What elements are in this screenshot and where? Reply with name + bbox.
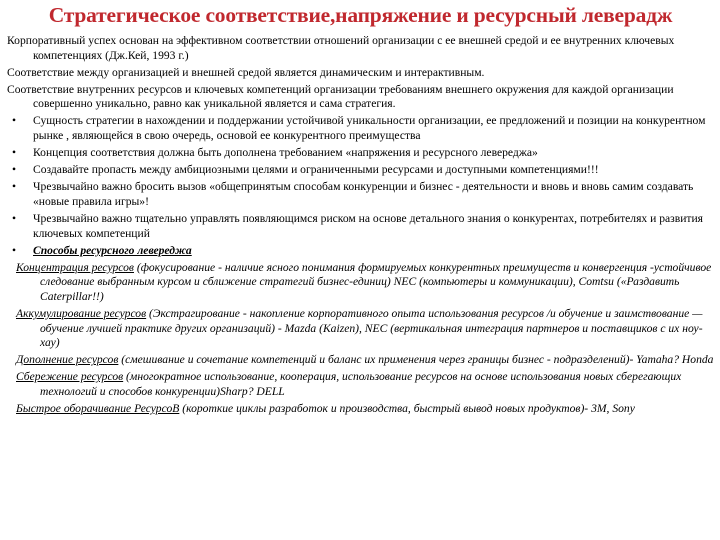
bullet-text: Концепция соответствия должна быть дополнена требованием «напряжения и ресурсного левереджа»	[33, 146, 538, 160]
method-text: (фокусирование - наличие ясного понимания формируемых конкурентных преимуществ и конвергенция -устойчивое следование выбранным курсом и сближение стратегий бизнес-единиц) NEC (компьютеры и коммуникации), Comtsu («Раздавить Caterpillar!!)	[40, 260, 712, 303]
method-item	[7, 353, 714, 368]
bullet-item	[7, 146, 714, 161]
bullet-item	[7, 180, 714, 209]
slide-title: Стратегическое соответствие,напряжение и ресурсный леверадж	[48, 3, 673, 27]
bullet-icon: •	[11, 212, 17, 226]
bullet-text: Создавайте пропасть между амбициозными целями и ограниченными ресурсами и доступными компетенциями!!!	[33, 163, 599, 177]
bullet-icon: •	[11, 180, 17, 194]
paragraph-1: Корпоративный успех основан на эффективном соответствии отношений организации с ее внешней средой и ее внутренних ключевых компетенциях (Дж.Кей, 1993 г.)	[7, 34, 675, 62]
bullet-item	[7, 114, 714, 143]
bullet-item	[7, 212, 714, 241]
paragraph-3: Соответствие внутренних ресурсов и ключевых компетенций организации требованиям внешнего окружения для каждой организации совершенно уникально, равно как уникальной является и сама стратегия.	[7, 82, 674, 111]
method-item	[7, 307, 714, 351]
method-name: Дополнение ресурсов	[16, 353, 119, 367]
method-item	[7, 370, 714, 399]
methods-heading: Способы ресурсного левереджа	[33, 243, 192, 257]
paragraph-2: Соответствие между организацией и внешней средой является динамическим и интерактивным.	[7, 65, 485, 79]
bullet-icon: •	[11, 114, 17, 128]
bullet-text: Сущность стратегии в нахождении и поддержании устойчивой уникальности организации, ее предложений и позиции на конкурентном рынке , являющейся в свою очередь, основой ее конкурентного преимущества	[33, 114, 706, 143]
method-name: Концентрация ресурсов	[16, 260, 134, 274]
methods-heading-item	[7, 244, 714, 259]
bullet-icon: •	[11, 163, 17, 177]
bullet-item	[7, 163, 714, 178]
method-name: Быстрое оборачивание РесурсоВ	[16, 402, 180, 416]
bullet-icon: •	[11, 243, 17, 257]
bullet-text: Чрезвычайно важно бросить вызов «общепринятым способам конкуренции и бизнес - деятельности и вновь и вновь самим создавать «новые правила игры»!	[33, 180, 694, 208]
method-item	[7, 402, 714, 417]
bullet-text: Чрезвычайно важно тщательно управлять появляющимся риском на основе детального знания о конкурентах, потребителях и развития ключевых компетенций	[33, 212, 704, 240]
method-name: Сбережение ресурсов	[16, 370, 124, 384]
method-item	[7, 261, 714, 305]
method-text: (многократное использование, кооперация, использование ресурсов на основе использования новых сберегающих технологий и способов конкуренции)Sharp? DELL	[40, 370, 682, 399]
method-text: (смешивание и сочетание компетенций и баланс их применения через границы бизнес - подразделений)- Yamaha? Honda	[118, 353, 714, 367]
method-text: (короткие циклы разработок и производства, быстрый вывод новых продуктов)- 3M, Sony	[179, 402, 635, 416]
method-text: (Экстрагирование - накопление корпоративного опыта использования ресурсов /и обучение и заимствование — обучение лучшей практике других организаций) - Mazda (Kaizen), NEC (вертикальная интеграция партнеров и поставщиков с их ноу-хау)	[40, 307, 703, 350]
bullet-icon: •	[11, 146, 17, 160]
method-name: Аккумулирование ресурсов	[16, 307, 147, 321]
